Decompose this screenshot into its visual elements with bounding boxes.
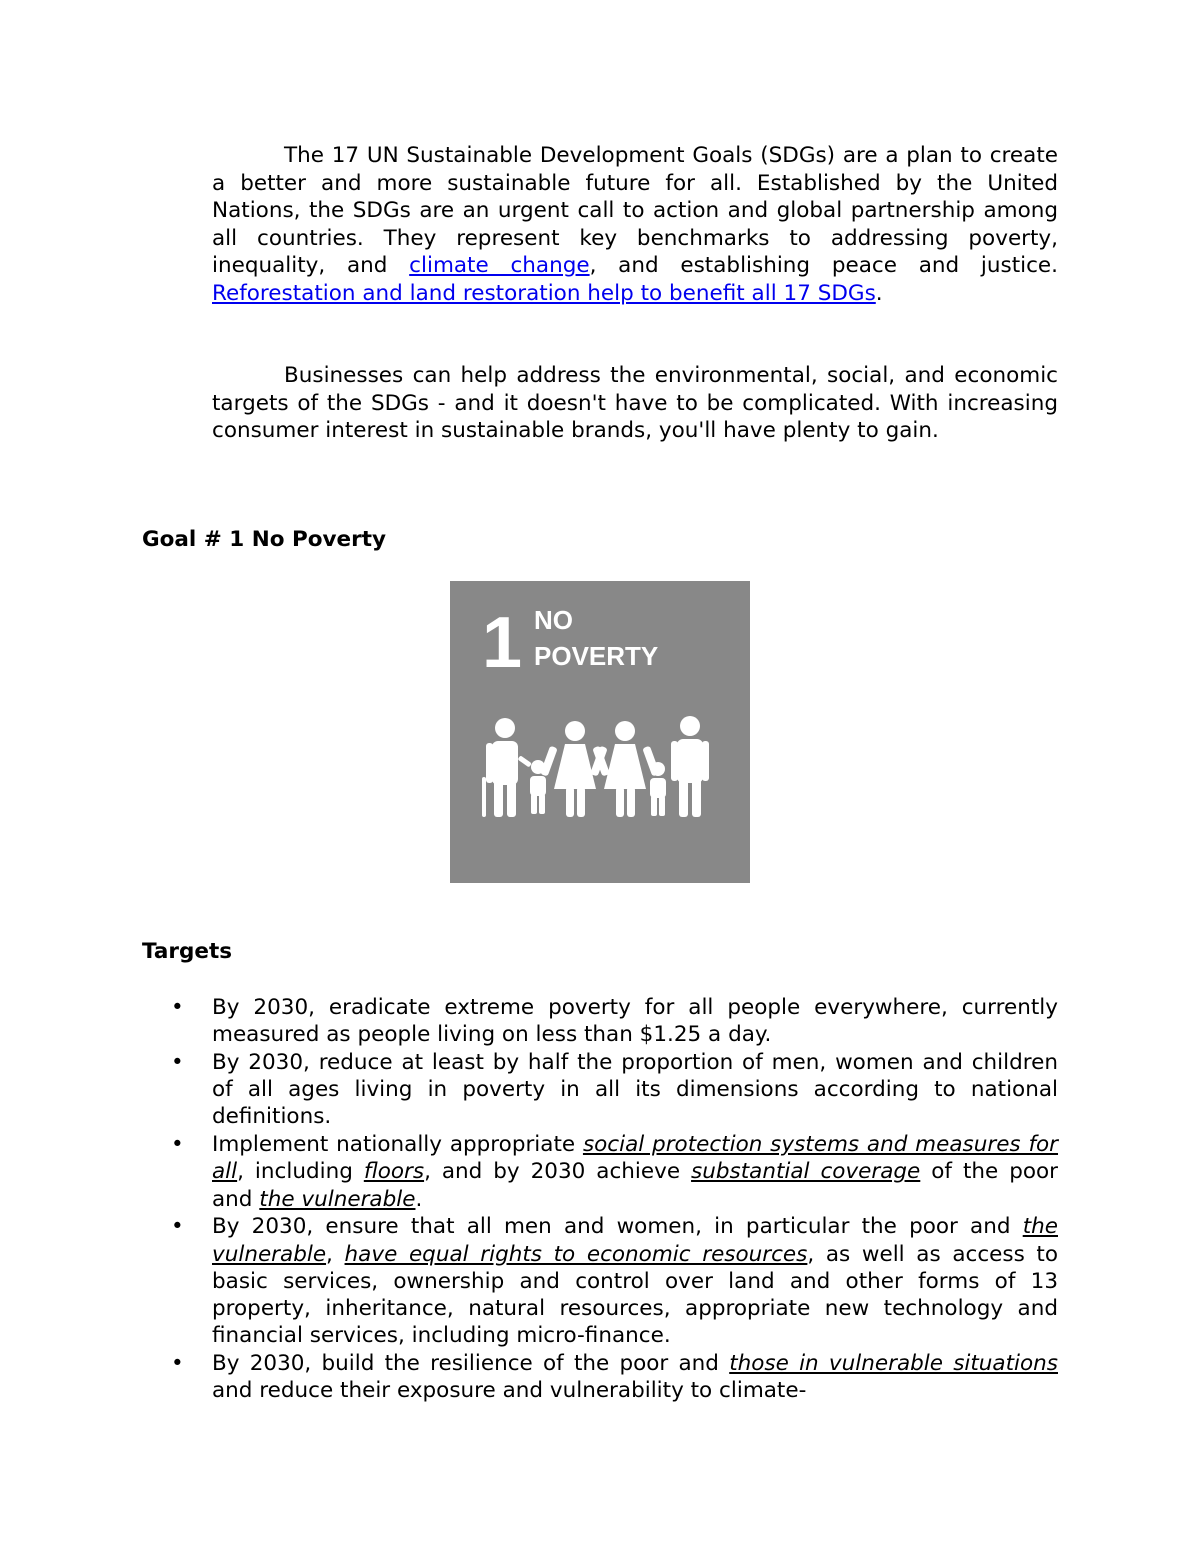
target-5-text-a: By 2030, build the resilience of the poor and	[212, 1351, 730, 1377]
target-3-text-c: , and by 2030 achieve	[424, 1159, 692, 1185]
target-3-text-b: , including	[237, 1159, 364, 1185]
sdg-goal-1-image	[450, 581, 750, 883]
target-5-emphasis-a: those in vulnerable situations	[729, 1351, 1058, 1377]
goal-number: 1	[482, 603, 523, 683]
no-poverty-icon	[450, 581, 750, 883]
bullet-icon: •	[171, 1050, 184, 1075]
target-3-emphasis-b: floors	[363, 1159, 425, 1185]
target-4-emphasis-b: have equal rights to economic resources	[344, 1241, 808, 1267]
goal-heading: Goal # 1 No Poverty	[142, 527, 386, 552]
target-4-text-a: By 2030, ensure that all men and women, in particular the poor and	[212, 1214, 1023, 1240]
family-figures	[482, 716, 709, 817]
target-text-1: By 2030, eradicate extreme poverty for all people everywhere, currently measured as people living on less than $1.25 a day.	[212, 995, 1058, 1048]
targets-list	[142, 994, 1058, 1405]
climate-change-link[interactable]: climate change	[409, 253, 590, 279]
target-3-emphasis-a: social protection systems and measures for all	[212, 1132, 1059, 1185]
list-item	[142, 994, 1058, 1048]
man-figure	[671, 716, 709, 817]
target-4-text-b: ,	[326, 1241, 345, 1267]
child-figure-1	[518, 755, 546, 814]
target-3-text-d: of the poor and	[212, 1159, 1058, 1212]
list-item	[142, 1131, 1058, 1213]
intro-paragraph-1	[212, 142, 1058, 308]
list-item	[142, 1049, 1058, 1131]
goal-title-line-2: POVERTY	[534, 641, 659, 671]
target-4-emphasis-a: the vulnerable	[212, 1214, 1058, 1267]
goal-title-line-1: NO	[534, 605, 573, 635]
intro-text-1: The 17 UN Sustainable Development Goals (SDGs) are a plan to create a better and more sustainable future for all. Established by the United Nations, the SDGs are an urgent call to action and global partnership among all countries. They represent key benchmarks to addressing poverty, inequality, and	[212, 143, 1058, 279]
target-3-text-a: Implement nationally appropriate	[212, 1132, 583, 1158]
bullet-icon: •	[171, 1214, 184, 1240]
intro-text-3: .	[875, 280, 883, 306]
target-text-2: By 2030, reduce at least by half the proportion of men, women and children of all ages living in poverty in all its dimensions according to national definitions.	[212, 1050, 1058, 1130]
target-3-text-e: .	[415, 1186, 423, 1212]
target-3-emphasis-c: substantial coverage	[691, 1159, 921, 1185]
target-4-text-c: , as well as access to basic services, ownership and control over land and other forms of 13 property, inheritance, natural resources, appropriate new technology and financial services, including micro-finance.	[212, 1241, 1059, 1349]
child-figure-2	[650, 762, 666, 816]
bullet-icon: •	[171, 1351, 184, 1377]
list-item	[142, 1213, 1058, 1349]
target-3-emphasis-d: the vulnerable	[259, 1186, 416, 1212]
bullet-icon: •	[171, 995, 184, 1020]
intro-paragraph-2: Businesses can help address the environmental, social, and economic targets of the SDGs - and it doesn't have to be complicated. With increasing consumer interest in sustainable brands, you'll have plenty to gain.	[212, 363, 1058, 444]
reforestation-link[interactable]: Reforestation and land restoration help to benefit all 17 SDGs	[212, 280, 876, 306]
intro-text-2: , and establishing peace and justice.	[589, 253, 1058, 279]
target-5-text-b: and reduce their exposure and vulnerability to climate-	[212, 1378, 807, 1404]
elderly-man-figure	[482, 718, 518, 817]
list-item	[142, 1350, 1058, 1404]
targets-heading: Targets	[142, 939, 233, 964]
bullet-icon: •	[171, 1132, 184, 1158]
